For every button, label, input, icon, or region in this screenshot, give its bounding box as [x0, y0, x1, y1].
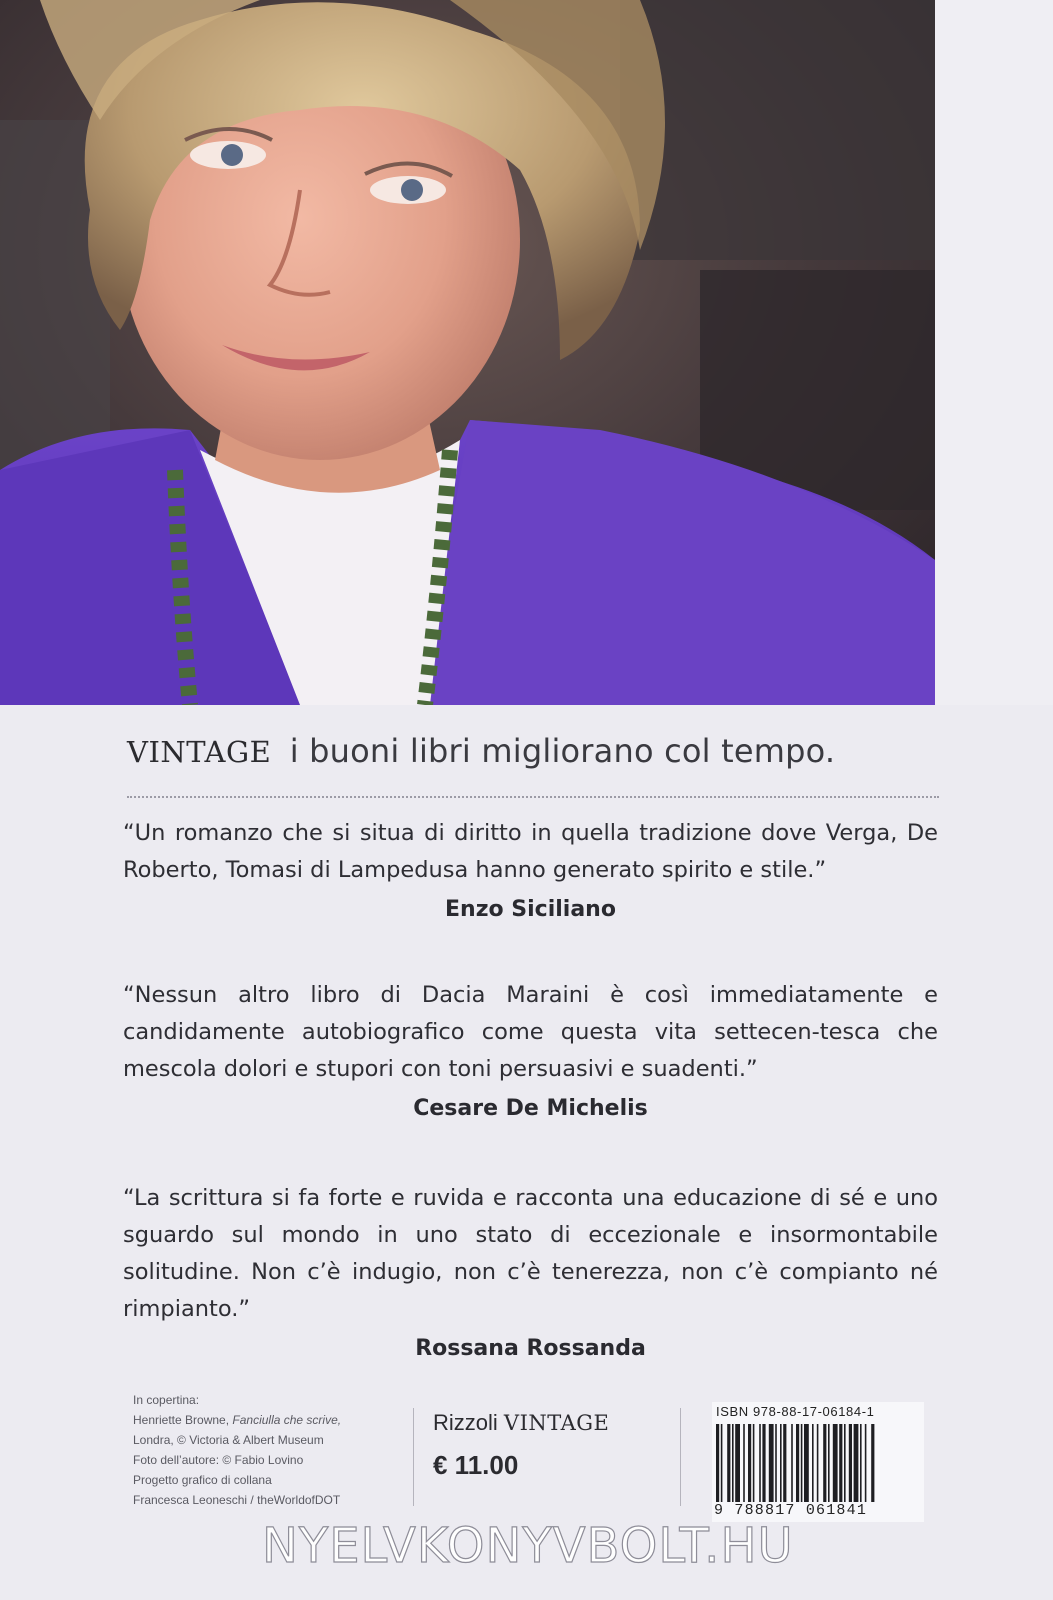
quote-text: “Un romanzo che si situa di diritto in quella tradizione dove Verga, De Roberto, Tomasi di Lampedusa hanno generato spirito e stile.” [123, 820, 938, 883]
publisher-series: VINTAGE [503, 1411, 610, 1435]
barcode-bar [748, 1424, 751, 1502]
publisher-block [433, 1410, 663, 1481]
dotted-divider [127, 796, 939, 798]
barcode-bar [732, 1424, 734, 1502]
publisher-name: Rizzoli [433, 1410, 498, 1435]
price-label: € 11.00 [433, 1450, 519, 1480]
barcode-bar [801, 1424, 803, 1502]
barcode-bar [753, 1424, 755, 1502]
barcode-bar [775, 1424, 777, 1502]
barcode-bar [854, 1424, 859, 1502]
author-portrait-image [0, 0, 935, 705]
barcode-bar [844, 1424, 846, 1502]
review-quote [123, 815, 938, 928]
barcode-bar [721, 1424, 723, 1502]
quote-text: “Nessun altro libro di Dacia Maraini è così immediatamente e candidamente autobiografico come questa vita settecen-tesca che mescola dolori e stupori con toni persuasivi e suadenti.” [123, 982, 938, 1082]
vintage-brand: VINTAGE [127, 735, 272, 769]
tagline-text: i buoni libri migliorano col tempo. [289, 732, 836, 770]
barcode-bar [743, 1424, 745, 1502]
quote-author: Cesare De Michelis [413, 1096, 648, 1121]
barcode-bar [833, 1424, 838, 1502]
barcode-bar [804, 1424, 809, 1502]
barcode-bar [823, 1424, 826, 1502]
credits-line: Progetto grafico di collana [133, 1473, 272, 1487]
credits-line: Londra, © Victoria & Albert Museum [133, 1433, 324, 1447]
barcode-bar [759, 1424, 761, 1502]
credits-line: Foto dell’autore: © Fabio Lovino [133, 1453, 304, 1467]
barcode-bar [796, 1424, 799, 1502]
barcode-bar [812, 1424, 814, 1502]
barcode-bar [817, 1424, 819, 1502]
barcode-bar [860, 1424, 862, 1502]
ean-number: 9 788817 061841 [714, 1502, 868, 1519]
quote-text: “La scrittura si fa forte e ruvida e racconta una educazione di sé e uno sguardo sul mondo in uno stato di eccezionale e insormontabile solitudine. Non c’è indugio, non c’è tenerezza, non c’è compianto né rimpianto.” [123, 1185, 938, 1322]
quote-author: Rossana Rossanda [415, 1336, 646, 1361]
barcode-bar [865, 1424, 867, 1502]
review-quote [123, 977, 938, 1127]
barcode-bar [769, 1424, 774, 1502]
barcode-icon [716, 1424, 920, 1502]
quote-author: Enzo Siciliano [445, 897, 616, 922]
barcode-bar [791, 1424, 793, 1502]
barcode-bar [849, 1424, 852, 1502]
credits-line: Francesca Leoneschi / theWorldofDOT [133, 1493, 341, 1507]
barcode-bar [839, 1424, 842, 1502]
barcode-bar [780, 1424, 782, 1502]
cover-credits [133, 1390, 403, 1510]
barcode-block [712, 1402, 924, 1522]
barcode-bar [762, 1424, 765, 1502]
barcode-bar [828, 1424, 830, 1502]
barcode-bar [727, 1424, 730, 1502]
credits-line [133, 1410, 403, 1430]
barcode-bar [871, 1424, 874, 1502]
publisher-logo [433, 1410, 663, 1436]
barcode-bar [716, 1424, 719, 1502]
author-photo [0, 0, 935, 705]
cover-margin [935, 0, 1053, 705]
barcode-bar [735, 1424, 740, 1502]
barcode-bar [783, 1424, 786, 1502]
isbn-text: ISBN 978-88-17-06184-1 [716, 1404, 875, 1419]
credits-artwork-title: Fanciulla che scrive, [232, 1413, 342, 1427]
review-quote [123, 1180, 938, 1367]
watermark-text: NYELVKONYVBOLT.HU [262, 1518, 794, 1574]
credits-line: In copertina: [133, 1393, 200, 1407]
credits-artist: Henriette Browne, [133, 1413, 233, 1427]
series-tagline [127, 732, 947, 778]
divider-line [413, 1408, 414, 1506]
divider-line [680, 1408, 681, 1506]
